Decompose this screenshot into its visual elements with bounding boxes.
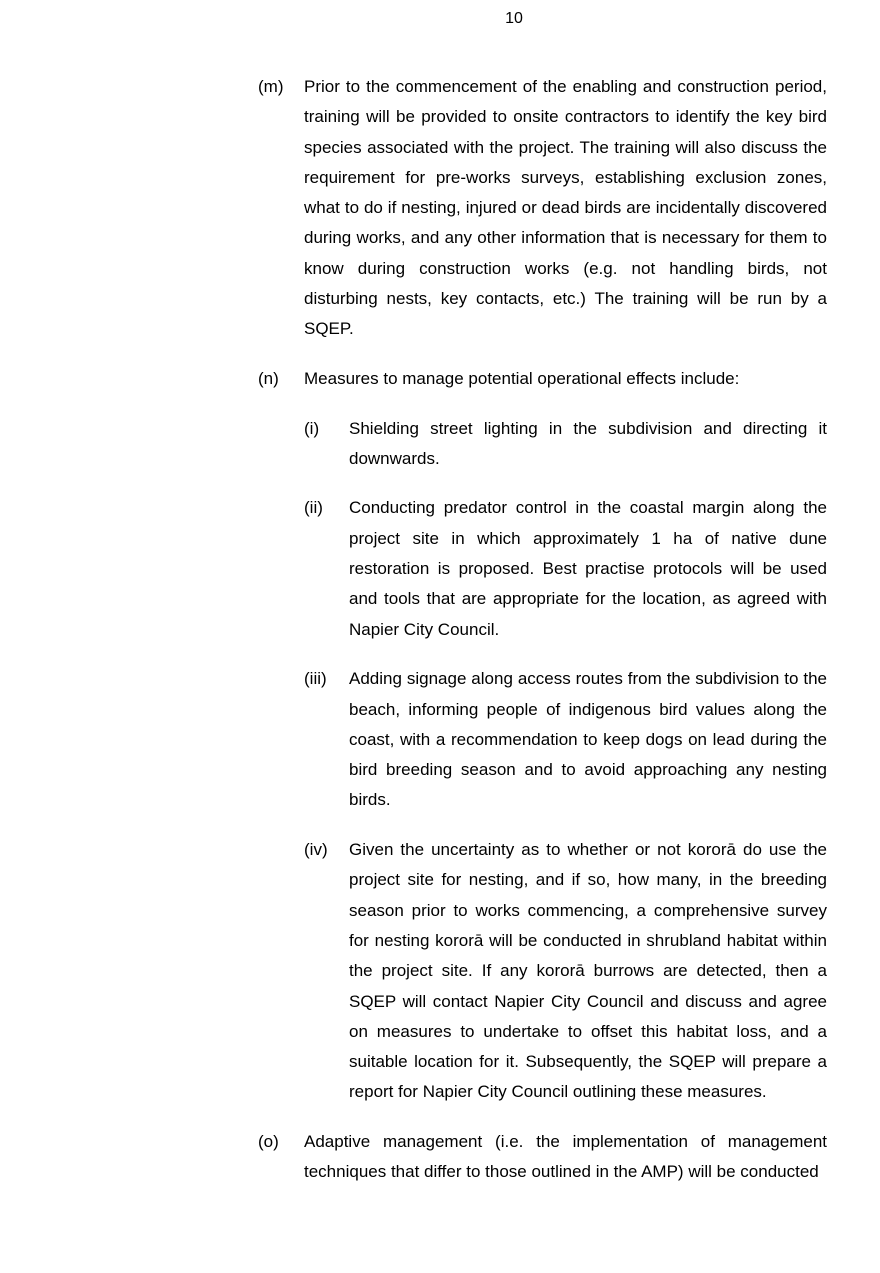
paragraph-label: (o) — [258, 1131, 279, 1151]
sub-paragraph-text: Given the uncertainty as to whether or not kororā do use the project site for nesting, and if so, how many, in the breeding season prior to works commencing, a comprehensive survey for nesting kororā will be conducted in shrubland habitat within the project site. If any kororā burrows are detected, then a SQEP will contact Napier City Council and discuss and agree on measures to undertake to offset this habitat loss, and a suitable location for it. Subsequently, the SQEP will prepare a report for Napier City Council outlining these measures. — [349, 840, 827, 1102]
paragraph-text: Measures to manage potential operational effects include: — [304, 368, 740, 388]
sub-paragraph-i — [304, 414, 827, 475]
paragraph-n — [258, 364, 827, 394]
sub-paragraph-label: (ii) — [304, 498, 323, 518]
sub-paragraph-text: Shielding street lighting in the subdivision and directing it downwards. — [349, 418, 827, 468]
sub-paragraph-label: (iii) — [304, 669, 327, 689]
paragraph-m — [258, 72, 827, 345]
sub-paragraph-text: Conducting predator control in the coastal margin along the project site in which approximately 1 ha of native dune restoration is proposed. Best practise protocols will be used and tools that are appropriate for the location, as agreed with Napier City Council. — [349, 498, 827, 639]
sub-paragraph-text: Adding signage along access routes from the subdivision to the beach, informing people of indigenous bird values along the coast, with a recommendation to keep dogs on lead during the bird breeding season and to avoid approaching any nesting birds. — [349, 669, 827, 810]
paragraph-text: Prior to the commencement of the enabling and construction period, training will be provided to onsite contractors to identify the key bird species associated with the project. The training will also discuss the requirement for pre-works surveys, establishing exclusion zones, what to do if nesting, injured or dead birds are incidentally discovered during works, and any other information that is necessary for them to know during construction works (e.g. not handling birds, not disturbing nests, key contacts, etc.) The training will be run by a SQEP. — [304, 77, 827, 339]
sub-paragraph-iii — [304, 664, 827, 815]
sub-paragraph-ii — [304, 493, 827, 644]
document-body — [258, 72, 827, 1188]
paragraph-label: (n) — [258, 368, 279, 388]
paragraph-text: Adaptive management (i.e. the implementation of management techniques that differ to those outlined in the AMP) will be conducted — [304, 1131, 827, 1182]
paragraph-o — [258, 1127, 827, 1188]
page-number: 10 — [505, 10, 523, 27]
sub-paragraph-iv — [304, 835, 827, 1108]
sub-paragraph-label: (i) — [304, 418, 320, 438]
paragraph-label: (m) — [258, 77, 284, 96]
sub-paragraph-label: (iv) — [304, 840, 328, 860]
